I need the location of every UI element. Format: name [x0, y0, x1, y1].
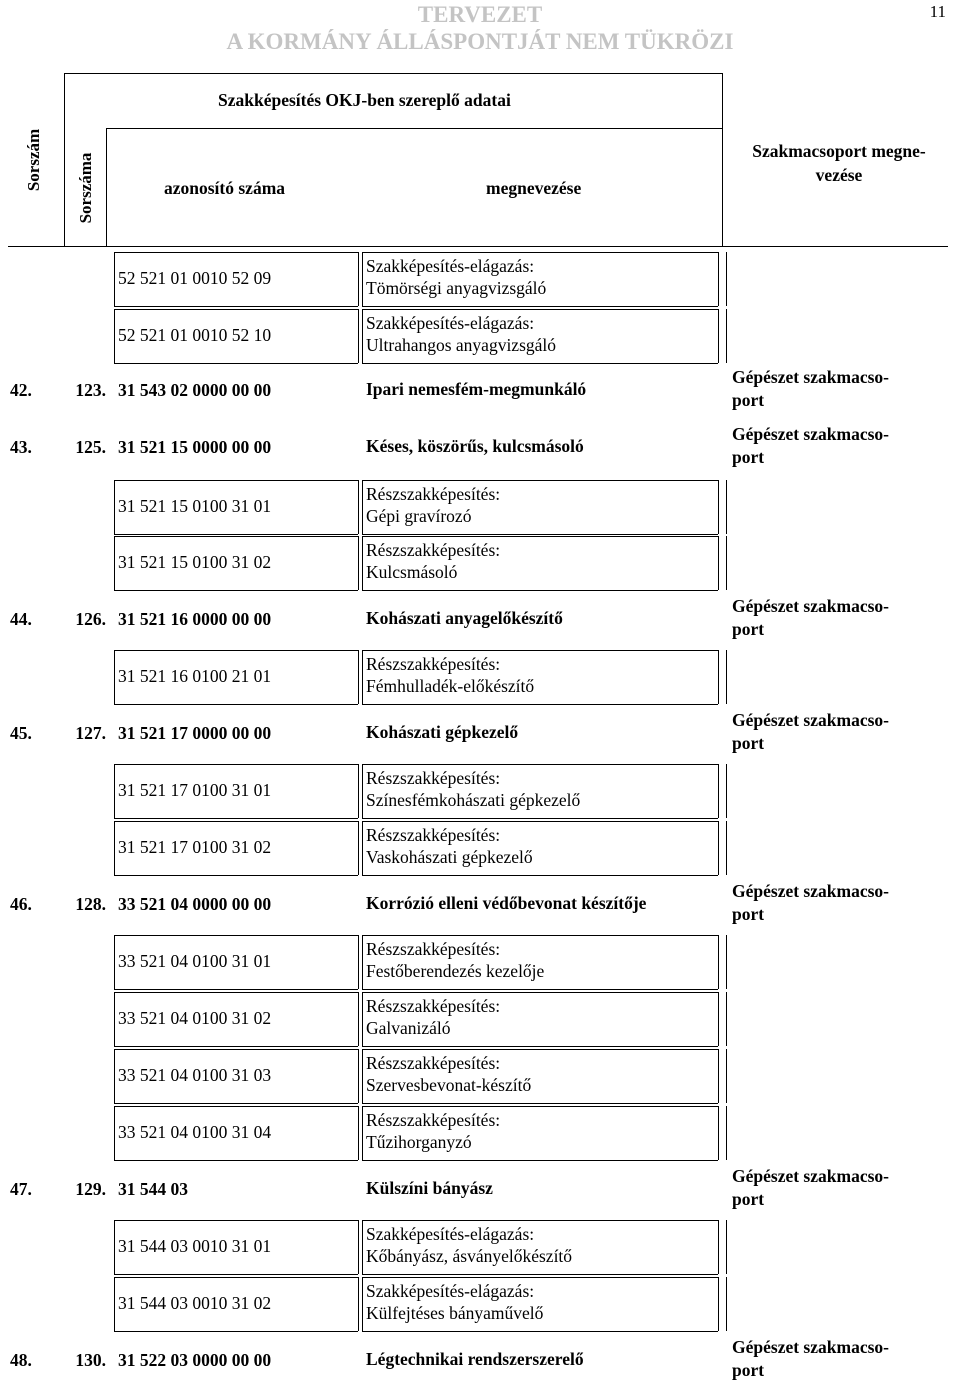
group-line-1: Gépészet szakmacso-: [732, 881, 889, 901]
qualification-name: Korrózió elleni védőbevonat készítője: [366, 893, 647, 913]
row-top-border: [114, 935, 358, 936]
qualification-type: Részszakképesítés:: [366, 654, 501, 674]
row-bottom-border: [114, 1046, 358, 1047]
qualification-name: Késes, köszörűs, kulcsmásoló: [366, 436, 584, 456]
row-bottom-border: [114, 590, 358, 591]
qualification-type: Részszakképesítés:: [366, 484, 501, 504]
row-top-border: [362, 821, 718, 822]
group-line-2: port: [732, 390, 765, 410]
qualification-name: Festőberendezés kezelője: [366, 961, 545, 981]
qualification-name: Tömörségi anyagvizsgáló: [366, 278, 547, 298]
row-bottom-border: [114, 1160, 358, 1161]
row-border: [718, 1220, 719, 1274]
row-border: [726, 1049, 727, 1103]
group-name: [732, 880, 889, 926]
qualification-name: Vaskohászati gépkezelő: [366, 847, 533, 867]
row-border: [718, 992, 719, 1046]
row-border: [358, 650, 359, 704]
row-border: [726, 1220, 727, 1274]
header-code-col: azonosító száma: [164, 178, 286, 198]
row-border: [718, 1049, 719, 1103]
row-border: [358, 252, 359, 306]
row-top-border: [114, 650, 358, 651]
row-border: [726, 935, 727, 989]
header-group-line-1: Szakmacsoport megne-: [752, 141, 926, 161]
group-name: [732, 709, 889, 755]
row-number: 48.: [10, 1350, 32, 1370]
group-name: [732, 423, 889, 469]
row-border: [358, 1277, 359, 1331]
qualification-name: Tűzihorganyzó: [366, 1132, 472, 1152]
row-top-border: [362, 309, 718, 310]
row-top-border: [362, 650, 718, 651]
row-border: [726, 480, 727, 534]
row-border: [718, 480, 719, 534]
qualification-type: Részszakképesítés:: [366, 939, 501, 959]
row-border: [718, 252, 719, 306]
row-serial: 127.: [75, 723, 106, 743]
qualification-type: Részszakképesítés:: [366, 825, 501, 845]
qualification-name: Színesfémkohászati gépkezelő: [366, 790, 581, 810]
row-bottom-border: [114, 1103, 358, 1104]
row-border: [718, 935, 719, 989]
row-border: [114, 1220, 115, 1274]
row-bottom-border: [362, 704, 718, 705]
row-border: [358, 992, 359, 1046]
okj-code: 33 521 04 0100 31 01: [118, 951, 272, 971]
okj-code: 31 521 17 0000 00 00: [118, 723, 272, 743]
row-top-border: [362, 536, 718, 537]
row-bottom-border: [362, 875, 718, 876]
row-border: [718, 650, 719, 704]
row-bottom-border: [114, 363, 358, 364]
row-border: [358, 935, 359, 989]
row-top-border: [362, 992, 718, 993]
row-bottom-border: [362, 1274, 718, 1275]
row-top-border: [114, 1106, 358, 1107]
row-border: [358, 480, 359, 534]
group-line-1: Gépészet szakmacso-: [732, 710, 889, 730]
header-sorszama: Sorszáma: [76, 152, 95, 224]
row-border: [358, 536, 359, 590]
row-border: [726, 650, 727, 704]
header-sorszam: Sorszám: [24, 128, 43, 192]
okj-code: 31 521 15 0100 31 01: [118, 496, 272, 516]
row-top-border: [114, 821, 358, 822]
row-top-border: [114, 309, 358, 310]
row-top-border: [362, 1220, 718, 1221]
row-top-border: [362, 480, 718, 481]
row-top-border: [362, 935, 718, 936]
row-border: [362, 252, 363, 306]
qualification-type: Részszakképesítés:: [366, 996, 501, 1016]
row-border: [114, 1049, 115, 1103]
group-line-2: port: [732, 733, 765, 753]
row-bottom-border: [114, 875, 358, 876]
row-border: [114, 536, 115, 590]
row-top-border: [114, 1049, 358, 1050]
row-border: [726, 1277, 727, 1331]
header-name-col: megnevezése: [486, 178, 582, 198]
okj-code: 52 521 01 0010 52 10: [118, 325, 272, 345]
okj-code: 31 544 03: [118, 1179, 188, 1199]
row-border: [726, 309, 727, 363]
row-border: [114, 309, 115, 363]
qualification-type: Szakképesítés-elágazás:: [366, 256, 535, 276]
group-line-1: Gépészet szakmacso-: [732, 424, 889, 444]
okj-code: 33 521 04 0100 31 03: [118, 1065, 272, 1085]
okj-code: 31 543 02 0000 00 00: [118, 380, 272, 400]
row-number: 43.: [10, 437, 32, 457]
okj-code: 31 521 16 0000 00 00: [118, 609, 272, 629]
row-serial: 130.: [75, 1350, 106, 1370]
row-border: [358, 309, 359, 363]
row-border: [718, 1106, 719, 1160]
row-border: [362, 1220, 363, 1274]
okj-code: 33 521 04 0100 31 02: [118, 1008, 272, 1028]
okj-code: 31 544 03 0010 31 01: [118, 1236, 272, 1256]
row-bottom-border: [114, 818, 358, 819]
row-border: [114, 1106, 115, 1160]
qualification-name: Galvanizáló: [366, 1018, 451, 1038]
row-bottom-border: [362, 1160, 718, 1161]
row-top-border: [362, 1277, 718, 1278]
qualification-type: Szakképesítés-elágazás:: [366, 1224, 535, 1244]
okj-code: 31 521 15 0100 31 02: [118, 552, 272, 572]
header-okj-title: Szakképesítés OKJ-ben szereplő adatai: [218, 90, 511, 110]
group-line-2: port: [732, 619, 765, 639]
row-border: [114, 252, 115, 306]
qualification-name: Légtechnikai rendszerszerelő: [366, 1349, 584, 1369]
row-border: [358, 821, 359, 875]
row-serial: 125.: [75, 437, 106, 457]
row-bottom-border: [362, 363, 718, 364]
qualification-type: Részszakképesítés:: [366, 1110, 501, 1130]
row-serial: 128.: [75, 894, 106, 914]
row-number: 44.: [10, 609, 32, 629]
row-top-border: [114, 764, 358, 765]
qualification-name: Fémhulladék-előkészítő: [366, 676, 535, 696]
row-border: [114, 935, 115, 989]
row-border: [114, 821, 115, 875]
group-name: [732, 366, 889, 412]
row-border: [362, 480, 363, 534]
row-border: [358, 1220, 359, 1274]
okj-code: 31 521 17 0100 31 01: [118, 780, 272, 800]
row-bottom-border: [114, 704, 358, 705]
row-border: [362, 1277, 363, 1331]
row-top-border: [362, 1049, 718, 1050]
qualification-type: Részszakképesítés:: [366, 540, 501, 560]
row-top-border: [362, 1106, 718, 1107]
group-line-1: Gépészet szakmacso-: [732, 1166, 889, 1186]
row-border: [362, 309, 363, 363]
row-border: [718, 536, 719, 590]
row-bottom-border: [362, 818, 718, 819]
row-border: [362, 536, 363, 590]
group-name: [732, 595, 889, 641]
row-bottom-border: [114, 534, 358, 535]
row-top-border: [362, 252, 718, 253]
row-border: [718, 821, 719, 875]
watermark-line-2: A KORMÁNY ÁLLÁSPONTJÁT NEM TÜKRÖZI: [226, 29, 734, 54]
row-number: 46.: [10, 894, 32, 914]
okj-code: 33 521 04 0100 31 04: [118, 1122, 272, 1142]
okj-code: 31 521 17 0100 31 02: [118, 837, 272, 857]
row-bottom-border: [362, 534, 718, 535]
row-bottom-border: [362, 989, 718, 990]
qualification-type: Szakképesítés-elágazás:: [366, 1281, 535, 1301]
okj-code: 31 522 03 0000 00 00: [118, 1350, 272, 1370]
row-border: [718, 764, 719, 818]
row-border: [358, 1049, 359, 1103]
row-bottom-border: [114, 1274, 358, 1275]
group-line-2: port: [732, 1189, 765, 1209]
okj-code: 31 544 03 0010 31 02: [118, 1293, 272, 1313]
qualification-name: Ipari nemesfém-megmunkáló: [366, 379, 587, 399]
row-bottom-border: [362, 1331, 718, 1332]
watermark-line-1: TERVEZET: [417, 2, 543, 27]
row-border: [114, 992, 115, 1046]
row-top-border: [114, 252, 358, 253]
row-number: 45.: [10, 723, 32, 743]
row-border: [362, 935, 363, 989]
okj-code: 31 521 16 0100 21 01: [118, 666, 272, 686]
row-border: [362, 764, 363, 818]
row-top-border: [114, 536, 358, 537]
row-border: [362, 821, 363, 875]
row-number: 42.: [10, 380, 32, 400]
qualification-type: Részszakképesítés:: [366, 1053, 501, 1073]
row-number: 47.: [10, 1179, 32, 1199]
row-top-border: [362, 764, 718, 765]
qualification-type: Szakképesítés-elágazás:: [366, 313, 535, 333]
row-bottom-border: [114, 306, 358, 307]
row-top-border: [114, 480, 358, 481]
page-number: 11: [929, 2, 946, 21]
row-border: [718, 1277, 719, 1331]
row-top-border: [114, 992, 358, 993]
group-line-2: port: [732, 447, 765, 467]
row-top-border: [114, 1220, 358, 1221]
row-border: [362, 992, 363, 1046]
group-line-1: Gépészet szakmacso-: [732, 367, 889, 387]
row-border: [726, 764, 727, 818]
group-name: [732, 1165, 889, 1211]
row-border: [114, 764, 115, 818]
row-top-border: [114, 1277, 358, 1278]
group-line-1: Gépészet szakmacso-: [732, 1337, 889, 1357]
row-border: [358, 764, 359, 818]
row-border: [114, 650, 115, 704]
qualification-type: Részszakképesítés:: [366, 768, 501, 788]
row-bottom-border: [114, 989, 358, 990]
row-border: [726, 1106, 727, 1160]
row-border: [114, 480, 115, 534]
row-border: [726, 536, 727, 590]
row-border: [362, 1049, 363, 1103]
qualification-name: Kulcsmásoló: [366, 562, 458, 582]
row-border: [726, 252, 727, 306]
row-serial: 126.: [75, 609, 106, 629]
row-serial: 123.: [75, 380, 106, 400]
row-bottom-border: [362, 306, 718, 307]
qualification-name: Külszíni bányász: [366, 1178, 493, 1198]
qualification-name: Szervesbevonat-készítő: [366, 1075, 532, 1095]
row-serial: 129.: [75, 1179, 106, 1199]
okj-code: 52 521 01 0010 52 09: [118, 268, 272, 288]
row-border: [358, 1106, 359, 1160]
qualification-name: Kohászati anyagelőkészítő: [366, 608, 563, 628]
okj-code: 31 521 15 0000 00 00: [118, 437, 272, 457]
row-bottom-border: [362, 1046, 718, 1047]
group-name: [732, 1336, 889, 1382]
row-border: [718, 309, 719, 363]
header-group-line-2: vezése: [815, 165, 863, 185]
group-line-1: Gépészet szakmacso-: [732, 596, 889, 616]
qualification-name: Ultrahangos anyagvizsgáló: [366, 335, 557, 355]
row-bottom-border: [362, 590, 718, 591]
qualification-name: Gépi gravírozó: [366, 506, 472, 526]
group-line-2: port: [732, 904, 765, 924]
row-bottom-border: [114, 1331, 358, 1332]
row-border: [114, 1277, 115, 1331]
row-border: [362, 650, 363, 704]
qualification-name: Külfejtéses bányaművelő: [366, 1303, 544, 1323]
row-border: [726, 992, 727, 1046]
group-line-2: port: [732, 1360, 765, 1380]
okj-code: 33 521 04 0000 00 00: [118, 894, 272, 914]
row-border: [362, 1106, 363, 1160]
qualification-name: Kohászati gépkezelő: [366, 722, 519, 742]
row-bottom-border: [362, 1103, 718, 1104]
qualification-name: Kőbányász, ásványelőkészítő: [366, 1246, 573, 1266]
row-border: [726, 821, 727, 875]
